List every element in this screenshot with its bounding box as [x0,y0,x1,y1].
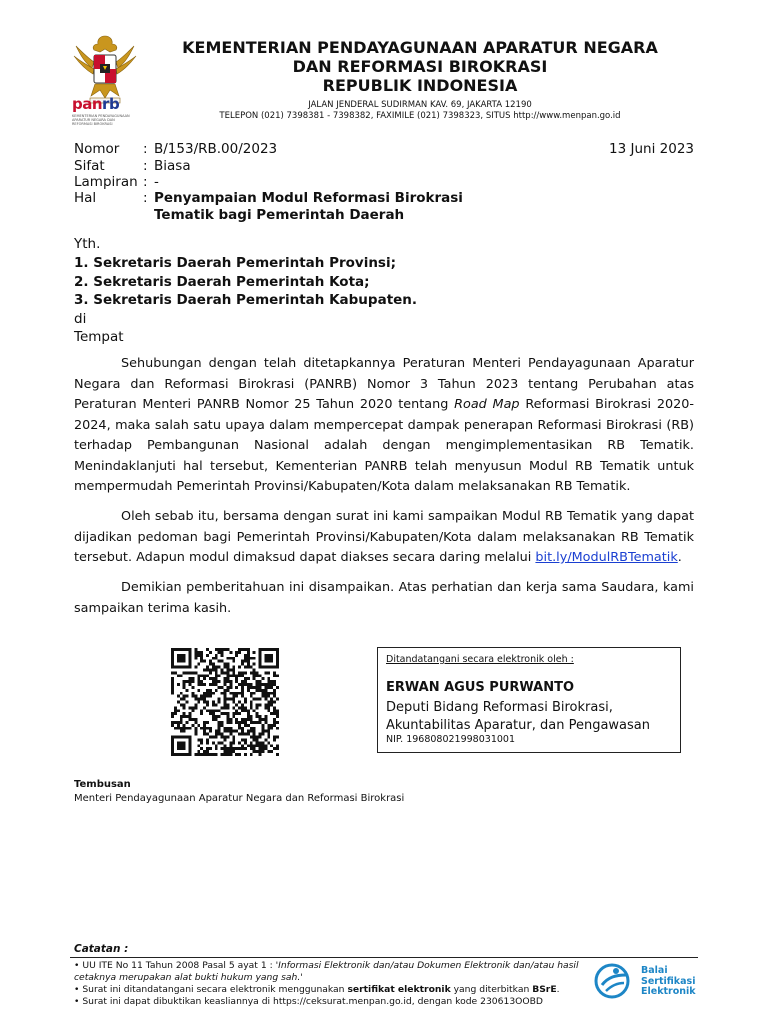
lampiran-value: - [154,174,159,190]
body-paragraph-3: Demikian pemberitahuan ini disampaikan. Atas perhatian dan kerja sama Saudara, kami sampaikan terima kasih. [74,580,694,616]
signer-title: Deputi Bidang Reformasi Birokrasi, Akuntabilitas Aparatur, dan Pengawasan [386,700,650,733]
addressee-yth: Yth. [74,236,101,252]
addressee-recipient-3: 3. Sekretaris Daerah Pemerintah Kabupaten. [74,292,418,308]
letterhead-address: JALAN JENDERAL SUDIRMAN KAV. 69, JAKARTA 12190 [308,100,532,110]
addressee-tempat: Tempat [74,329,124,345]
hal-value-line2: Tematik bagi Pemerintah Daerah [154,207,405,223]
letterhead-contact: TELEPON (021) 7398381 - 7398382, FAXIMILE (021) 7398323, SITUS http://www.menpan.go.id [219,111,621,121]
note2-bold: sertifikat elektronik [347,984,451,995]
modul-link[interactable]: bit.ly/ModulRBTematik [535,550,678,565]
lampiran-label: Lampiran [74,174,138,190]
sifat-colon: : [143,158,148,174]
sifat-label: Sifat [74,158,105,174]
addressee-recipient-2: 2. Sekretaris Daerah Pemerintah Kota; [74,274,370,290]
bsre-logo-icon [594,963,634,999]
note2-text-b: yang diterbitkan [450,984,533,995]
p2-text-b: . [677,550,682,565]
note1-text-a: • UU ITE No 11 Tahun 2008 Pasal 5 ayat 1 : ' [74,960,279,971]
addressee-recipient-1: 1. Sekretaris Daerah Pemerintah Provinsi; [74,255,396,271]
bsre-line-3: Elektronik [641,986,696,997]
note1-italic: Informasi Elektronik dan/atau Dokumen Elektronik dan/atau hasil cetaknya merupakan alat bukti hukum yang sah. [74,960,579,983]
p1-text-b: Reformasi Birokrasi 2020-2024, maka salah satu upaya dalam mempercepat dampak penerapan Reformasi Birokrasi (RB) terhadap Pembangunan Nasional adalah dengan mengimplementasikan RB Tematik. Menindaklanjuti hal tersebut, Kementerian PANRB telah menyusun Modul RB Tematik untuk mempermudah Pemerintah Provinsi/Kabupaten/Kota dalam melaksanakan RB Tematik. [74,397,695,494]
hal-label: Hal [74,190,97,206]
body-paragraph-1 [74,354,694,498]
logo-subtext: KEMENTERIAN PENDAYAGUNAAN APARATUR NEGARA DAN REFORMASI BIROKRASI [72,114,130,126]
p2-text-a: Oleh sebab itu, bersama dengan surat ini kami sampaikan Modul RB Tematik yang dapat dijadikan pedoman bagi Pemerintah Provinsi/Kabupaten/Kota dalam melaksanakan RB Tematik tersebut. Adapun modul dimaksud dapat diakses secara daring melalui [74,509,694,565]
addressee-di: di [74,311,87,327]
qr-code-icon [169,648,281,756]
ministry-name-line1: KEMENTERIAN PENDAYAGUNAAN APARATUR NEGARA [182,38,658,57]
hal-colon: : [143,190,148,206]
hal-value-line1: Penyampaian Modul Reformasi Birokrasi [154,190,463,206]
footer-note-1 [74,960,584,983]
note2-text-c: . [556,984,560,995]
tembusan-heading: Tembusan [74,779,131,790]
lampiran-colon: : [143,174,148,190]
signer-name: ERWAN AGUS PURWANTO [386,680,574,695]
nomor-value: B/153/RB.00/2023 [154,141,278,157]
signer-nip: NIP. 196808021998031001 [386,734,515,745]
nomor-label: Nomor [74,141,120,157]
ministry-name-line2: DAN REFORMASI BIROKRASI [292,57,548,76]
bsre-line-2: Sertifikasi [641,975,696,987]
tembusan-item: Menteri Pendayagunaan Aparatur Negara dan Reformasi Birokrasi [74,793,405,804]
ministry-name-line3: REPUBLIK INDONESIA [322,76,518,95]
footer-note-3: • Surat ini dapat dibuktikan keasliannya di https://ceksurat.menpan.go.id, dengan kode 230613OOBD [74,996,544,1007]
note2-text-a: • Surat ini ditandatangani secara elektronik menggunakan [74,984,348,995]
bsre-line-1: Balai [641,965,668,976]
body-paragraph-2 [74,507,694,569]
catatan-heading: Catatan : [74,943,129,955]
note2-bold-bsre: BSrE [532,984,557,995]
bsre-logo-text [641,966,696,998]
panrb-logo-text: panrb [72,95,120,113]
note1-text-b: ' [300,971,303,983]
letter-date: 13 Juni 2023 [609,141,694,157]
p1-text-a: Sehubungan dengan telah ditetapkannya Peraturan Menteri Pendayagunaan Aparatur Negara dan Reformasi Birokrasi (PANRB) Nomor 3 Tahun 2023 tentang Perubahan atas Peraturan Menteri PANRB Nomor 25 Tahun 2020 tentang [74,356,694,412]
footer-note-2 [74,984,584,996]
signature-box [377,647,681,753]
nomor-colon: : [143,141,148,157]
p1-italic-road-map: Road Map [454,397,520,412]
footer-divider [70,957,698,958]
sifat-value: Biasa [154,158,191,174]
signature-caption: Ditandatangani secara elektronik oleh : [386,654,574,665]
